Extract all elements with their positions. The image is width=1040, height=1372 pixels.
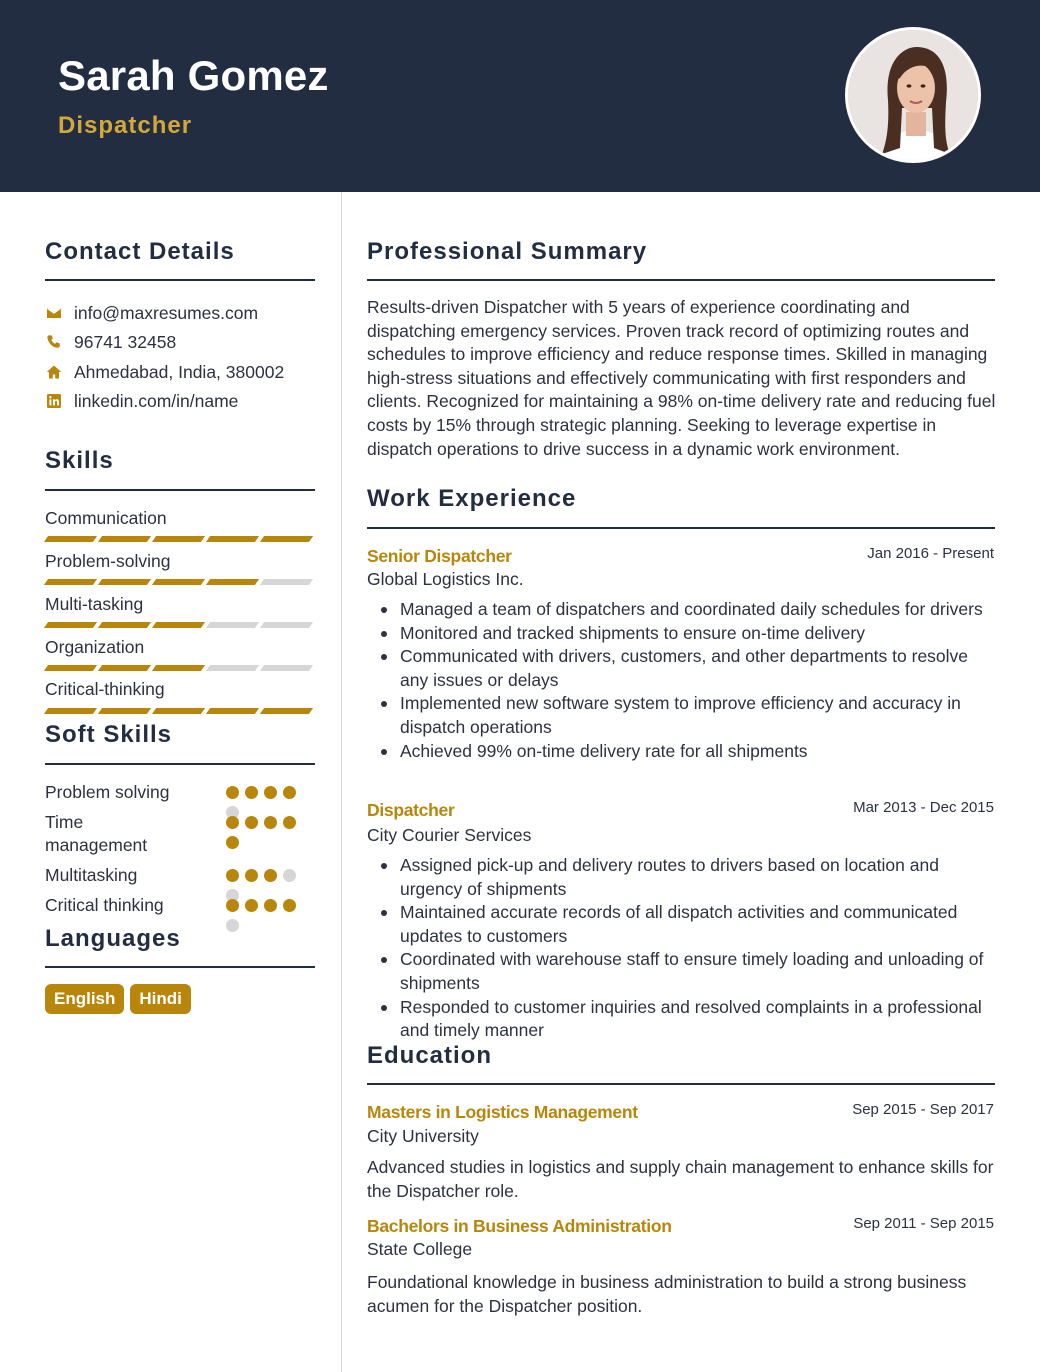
soft-skill-name: Critical thinking: [45, 895, 164, 915]
skill-level-segment: [152, 579, 205, 585]
skill-name: Communication: [45, 508, 167, 528]
contact-email[interactable]: [45, 301, 258, 325]
skill-level-segment: [98, 622, 151, 628]
skill-level-segment: [260, 665, 313, 671]
candidate-name: Sarah Gomez: [58, 52, 329, 99]
skill-dot: [283, 899, 296, 912]
skill-level-segment: [260, 536, 313, 542]
skill-dot: [245, 899, 258, 912]
skill-dot: [226, 816, 239, 829]
languages-rule: [45, 966, 315, 968]
skill-level-segment: [260, 708, 313, 714]
list-item: Responded to customer inquiries and resolved complaints in a professional and timely manner: [400, 996, 1000, 1043]
skill-dot: [245, 816, 258, 829]
list-item: Coordinated with warehouse staff to ensure timely loading and unloading of shipments: [400, 948, 1000, 995]
skill-level-segment: [44, 579, 97, 585]
skill-level-segment: [44, 708, 97, 714]
skill-level-segment: [98, 579, 151, 585]
contact-rule: [45, 279, 315, 281]
contact-email-text: info@maxresumes.com: [74, 302, 259, 323]
skill-level-segment: [98, 665, 151, 671]
soft-skill-name: Problem solving: [45, 782, 170, 802]
skill-dot: [226, 899, 239, 912]
list-item: Managed a team of dispatchers and coordinated daily schedules for drivers: [400, 598, 1000, 622]
skill-level-segment: [44, 665, 97, 671]
skill-level-segment: [44, 622, 97, 628]
home-icon: [45, 364, 62, 381]
skill-dot: [245, 869, 258, 882]
skill-level-segment: [206, 708, 259, 714]
skill-dot: [264, 899, 277, 912]
education-description: Advanced studies in logistics and supply chain management to enhance skills for the Dispatcher role.: [367, 1157, 994, 1201]
skill-level-segment: [152, 536, 205, 542]
skill-dot: [264, 869, 277, 882]
skill-name: Multi-tasking: [45, 594, 144, 614]
job-bullets: [400, 598, 1000, 763]
skill-level-segment: [206, 665, 259, 671]
language-badge: English: [45, 984, 124, 1014]
soft-skills-rule: [45, 763, 315, 765]
skill-name: Critical-thinking: [45, 679, 165, 699]
skill-level-segment: [44, 536, 97, 542]
skill-level-segment: [206, 579, 259, 585]
list-item: Assigned pick-up and delivery routes to drivers based on location and urgency of shipments: [400, 854, 1000, 901]
education-description: Foundational knowledge in business administration to build a strong business acumen for the Dispatcher position.: [367, 1272, 967, 1316]
contact-linkedin-text: linkedin.com/in/name: [74, 390, 239, 411]
envelope-icon: [45, 305, 62, 322]
skill-level-bar: [46, 579, 311, 585]
skill-level-segment: [206, 536, 259, 542]
skill-level-segment: [152, 622, 205, 628]
education-heading: Education: [367, 1042, 493, 1069]
skill-name: Organization: [45, 637, 145, 657]
skill-level-segment: [98, 536, 151, 542]
list-item: Maintained accurate records of all dispatch activities and communicated updates to customers: [400, 901, 1000, 948]
skill-level-segment: [98, 708, 151, 714]
summary-heading: Professional Summary: [367, 238, 648, 265]
language-badge: Hindi: [130, 984, 191, 1014]
header-banner: [0, 0, 1040, 192]
skill-level-segment: [260, 622, 313, 628]
skill-dot: [245, 786, 258, 799]
contact-phone[interactable]: [45, 330, 176, 354]
job-company: City Courier Services: [367, 825, 532, 845]
column-divider: [341, 192, 342, 1372]
skill-dot: [283, 816, 296, 829]
experience-heading: Work Experience: [367, 485, 577, 512]
skill-level-segment: [206, 622, 259, 628]
skill-level-bar: [46, 665, 311, 671]
skill-level-segment: [152, 708, 205, 714]
linkedin-icon: [45, 393, 62, 410]
contact-address: [45, 360, 284, 384]
skill-dot: [226, 786, 239, 799]
skill-name: Problem-solving: [45, 551, 171, 571]
skill-level-bar: [46, 622, 311, 628]
contact-linkedin[interactable]: [45, 389, 238, 413]
skills-heading: Skills: [45, 447, 114, 474]
skill-dot: [226, 836, 239, 849]
soft-skill-dots: [226, 816, 306, 849]
degree-title: Masters in Logistics Management: [367, 1102, 638, 1122]
skill-dot: [226, 919, 239, 932]
skills-rule: [45, 489, 315, 491]
summary-rule: [367, 279, 995, 281]
soft-skill-name: Time management: [45, 812, 148, 855]
skill-level-segment: [152, 665, 205, 671]
skill-dot: [226, 869, 239, 882]
degree-title: Bachelors in Business Administration: [367, 1216, 672, 1236]
list-item: Communicated with drivers, customers, and other departments to resolve any issues or delays: [400, 645, 1000, 692]
soft-skills-heading: Soft Skills: [45, 721, 173, 748]
education-rule: [367, 1083, 995, 1085]
candidate-role: Dispatcher: [58, 112, 193, 139]
job-title: Dispatcher: [367, 800, 455, 820]
skill-level-bar: [46, 708, 311, 714]
job-company: Global Logistics Inc.: [367, 569, 524, 589]
skill-level-segment: [260, 579, 313, 585]
list-item: Achieved 99% on-time delivery rate for all shipments: [400, 740, 1000, 764]
profile-photo: [845, 27, 981, 163]
job-title: Senior Dispatcher: [367, 546, 512, 566]
contact-address-text: Ahmedabad, India, 380002: [74, 361, 285, 382]
soft-skill-dots: [226, 869, 306, 902]
school-name: State College: [367, 1239, 473, 1259]
contact-phone-text: 96741 32458: [74, 331, 177, 352]
job-dates: Jan 2016 - Present: [867, 545, 994, 562]
soft-skill-name: Multitasking: [45, 865, 138, 885]
contact-heading: Contact Details: [45, 238, 235, 265]
language-list: [45, 984, 191, 1014]
list-item: Implemented new software system to improve efficiency and accuracy in dispatch operations: [400, 692, 1000, 739]
experience-rule: [367, 527, 995, 529]
soft-skill-dots: [226, 786, 306, 819]
skill-dot: [264, 816, 277, 829]
education-dates: Sep 2015 - Sep 2017: [852, 1101, 994, 1118]
languages-heading: Languages: [45, 925, 181, 952]
job-bullets: [400, 854, 1000, 1043]
education-dates: Sep 2011 - Sep 2015: [853, 1215, 994, 1232]
list-item: Monitored and tracked shipments to ensure on-time delivery: [400, 622, 1000, 646]
skill-dot: [283, 869, 296, 882]
job-dates: Mar 2013 - Dec 2015: [853, 799, 994, 816]
summary-text: Results-driven Dispatcher with 5 years of experience coordinating and dispatching emergency services. Proven track record of optimizing routes and schedules to improve efficiency and reduce response times. Skilled in managing high-stress situations and effectively communicating with first responders and clients. Recognized for maintaining a 98% on-time delivery rate and reducing fuel costs by 15% through strategic planning. Seeking to leverage expertise in dispatch operations to drive success in a dynamic work environment.: [367, 297, 996, 459]
school-name: City University: [367, 1126, 479, 1146]
phone-icon: [45, 334, 62, 351]
skill-dot: [264, 786, 277, 799]
soft-skill-dots: [226, 899, 306, 932]
skill-dot: [283, 786, 296, 799]
skill-level-bar: [46, 536, 311, 542]
